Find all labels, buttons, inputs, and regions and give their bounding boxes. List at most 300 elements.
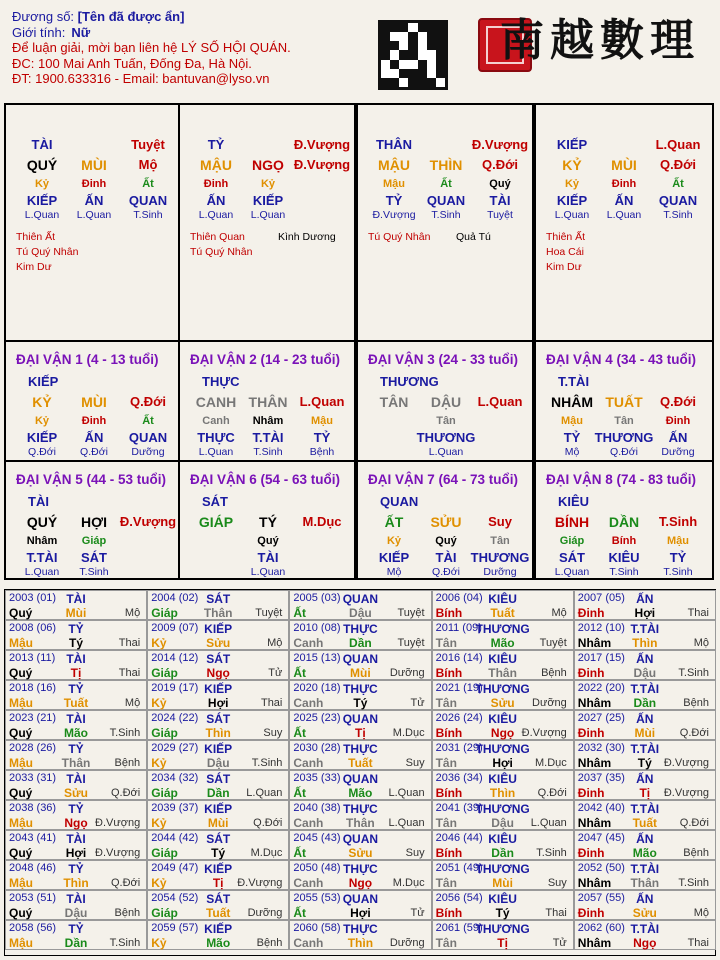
year-stem: Tân xyxy=(435,876,457,890)
year-stem: Ất xyxy=(293,906,307,920)
pillar-cell xyxy=(178,103,356,342)
year-ten-god: T.TÀI xyxy=(630,622,660,636)
year-stage: Tử xyxy=(552,937,567,949)
year-branch: Tý xyxy=(637,756,652,770)
year-ten-god: QUAN xyxy=(342,832,379,846)
year-label: 2008 (06) xyxy=(9,622,57,634)
year-label: 2009 (07) xyxy=(151,622,199,634)
year-cell[interactable] xyxy=(5,680,147,710)
year-cell[interactable] xyxy=(432,830,574,860)
owner-label: Đương số: xyxy=(12,9,75,24)
year-ten-god: TỶ xyxy=(68,742,84,756)
ten-god: QUAN xyxy=(426,193,466,208)
year-branch: Hợi xyxy=(492,756,513,770)
year-cell[interactable] xyxy=(289,710,431,740)
year-stage: Suy xyxy=(263,727,283,739)
pillar-top-label: THÂN xyxy=(375,137,413,152)
hidden-stem: Ất xyxy=(142,178,154,190)
year-label: 2027 (25) xyxy=(577,712,625,724)
year-stage: Suy xyxy=(405,847,425,859)
year-stage: Bệnh xyxy=(541,667,567,679)
year-cell[interactable] xyxy=(5,860,147,890)
dai-van-pillar: DẬU xyxy=(430,394,462,410)
year-stage: Thai xyxy=(687,937,709,949)
qr-module xyxy=(399,60,408,69)
year-cell[interactable] xyxy=(5,830,147,860)
year-cell[interactable] xyxy=(289,680,431,710)
year-stage: Mộ xyxy=(693,907,709,919)
year-ten-god: TỶ xyxy=(68,622,84,636)
year-cell[interactable] xyxy=(432,620,574,650)
year-cell[interactable] xyxy=(289,590,431,620)
year-stage: Dưỡng xyxy=(389,937,425,949)
dai-van-pillar: TÂN xyxy=(379,394,409,410)
year-ten-god: KIÊU xyxy=(488,772,517,786)
pillar-main: MẬU xyxy=(378,157,410,173)
year-stage: Đ.Vượng xyxy=(95,817,141,829)
dai-van-title: ĐẠI VẬN 2 (14 - 23 tuổi) xyxy=(190,352,341,367)
pillar-top-label: TÀI xyxy=(31,137,53,152)
qr-module xyxy=(381,60,390,69)
dai-van-pillar: CANH xyxy=(195,394,237,410)
qr-module xyxy=(390,78,399,87)
hidden-stem: Mậu xyxy=(667,535,689,547)
year-stem: Ất xyxy=(293,606,307,620)
year-cell[interactable] xyxy=(5,710,147,740)
hidden-stem: Mậu xyxy=(561,415,583,427)
year-branch: Sửu xyxy=(348,846,373,860)
year-cell[interactable] xyxy=(432,710,574,740)
year-stage: M.Dục xyxy=(250,847,283,859)
year-cell[interactable] xyxy=(289,920,431,950)
year-label: 2036 (34) xyxy=(435,772,483,784)
year-stem: Bính xyxy=(435,726,463,740)
ten-god: KIÊU xyxy=(608,550,640,565)
year-ten-god: KIẾP xyxy=(204,682,233,696)
hidden-stem: Nhâm xyxy=(252,415,284,427)
year-stem: Canh xyxy=(293,636,324,650)
year-stage: L.Quan xyxy=(388,787,425,799)
qr-module xyxy=(381,41,390,50)
dai-van-title: ĐẠI VẬN 5 (44 - 53 tuổi) xyxy=(16,472,167,487)
year-cell[interactable] xyxy=(147,800,289,830)
year-stage: T.Sinh xyxy=(251,757,283,769)
year-cell[interactable] xyxy=(289,800,431,830)
year-stage: Dưỡng xyxy=(247,907,283,919)
dai-van-pillar: GIÁP xyxy=(198,514,234,530)
year-stem: Giáp xyxy=(151,726,178,740)
year-branch: Tý xyxy=(495,906,510,920)
year-stage: M.Dục xyxy=(392,877,425,889)
year-stem: Nhâm xyxy=(577,636,612,650)
qr-module xyxy=(390,41,399,50)
year-branch: Dần xyxy=(633,696,657,710)
life-stage: T.Sinh xyxy=(609,566,639,578)
header-info xyxy=(12,9,291,87)
year-cell[interactable] xyxy=(574,770,716,800)
ten-god: TÀI xyxy=(489,193,511,208)
year-label: 2005 (03) xyxy=(293,592,341,604)
year-cell[interactable] xyxy=(5,770,147,800)
year-cell[interactable] xyxy=(289,860,431,890)
qr-module xyxy=(408,50,417,59)
dai-van-title: ĐẠI VẬN 3 (24 - 33 tuổi) xyxy=(368,352,519,367)
dai-van-god: T.TÀI xyxy=(558,374,590,389)
year-cell[interactable] xyxy=(5,920,147,950)
year-branch: Hợi xyxy=(350,906,371,920)
brand-title: 南越數理 xyxy=(500,15,700,66)
life-stage: T.Sinh xyxy=(663,566,693,578)
year-stem: Mậu xyxy=(9,876,33,890)
ten-god: ẤN xyxy=(668,430,688,445)
year-ten-god: THƯƠNG xyxy=(475,862,530,876)
life-stage: Mộ xyxy=(386,566,402,578)
qr-module xyxy=(390,32,399,41)
year-cell[interactable] xyxy=(5,590,147,620)
year-cell[interactable] xyxy=(147,650,289,680)
year-stem: Tân xyxy=(435,696,457,710)
qr-module xyxy=(381,23,390,32)
year-stem: Nhâm xyxy=(577,876,612,890)
year-cell[interactable] xyxy=(289,650,431,680)
year-stage: M.Dục xyxy=(392,727,425,739)
life-stage: L.Quan xyxy=(554,566,590,578)
year-branch: Thân xyxy=(346,816,375,830)
year-cell[interactable] xyxy=(147,860,289,890)
year-stage: Đ.Vượng xyxy=(663,787,709,799)
year-ten-god: SÁT xyxy=(206,772,231,786)
qr-module xyxy=(381,69,390,78)
qr-module xyxy=(427,23,436,32)
hidden-stem: Kỷ xyxy=(386,535,402,547)
hidden-stem: Bính xyxy=(611,535,637,547)
dai-van-god: KIẾP xyxy=(28,374,59,389)
gender-value: Nữ xyxy=(71,24,91,40)
year-branch: Ngọ xyxy=(64,816,88,830)
year-cell[interactable] xyxy=(574,830,716,860)
year-stem: Tân xyxy=(435,756,457,770)
dai-van-pillar: TUẤT xyxy=(605,394,643,410)
life-stage: T.Sinh xyxy=(431,209,461,221)
year-stem: Bính xyxy=(435,786,463,800)
year-label: 2010 (08) xyxy=(293,622,341,634)
year-ten-god: TỶ xyxy=(68,862,84,876)
year-ten-god: TỶ xyxy=(68,922,84,936)
ten-god: THƯƠNG xyxy=(416,430,476,445)
year-label: 2053 (51) xyxy=(9,892,57,904)
year-branch: Thân xyxy=(488,666,517,680)
year-cell[interactable] xyxy=(574,800,716,830)
year-ten-god: KIÊU xyxy=(488,712,517,726)
pillar-top-label: Đ.Vượng xyxy=(471,137,529,152)
year-cell[interactable] xyxy=(5,650,147,680)
year-stage: Thai xyxy=(118,667,141,679)
year-stem: Giáp xyxy=(151,846,178,860)
year-ten-god: T.TÀI xyxy=(630,682,660,696)
qr-module xyxy=(436,60,445,69)
year-branch: Dậu xyxy=(491,816,514,830)
year-stem: Giáp xyxy=(151,666,178,680)
ten-god: THƯƠNG xyxy=(594,430,654,445)
ten-god: ẤN xyxy=(84,430,104,445)
dai-van-cell xyxy=(534,460,714,580)
year-stem: Quý xyxy=(9,846,33,860)
year-label: 2025 (23) xyxy=(293,712,341,724)
qr-module xyxy=(381,78,390,87)
dai-van-pillar: DẦN xyxy=(608,514,640,530)
dai-van-god: THỰC xyxy=(202,374,240,389)
year-ten-god: TÀI xyxy=(66,592,86,606)
year-ten-god: THƯƠNG xyxy=(475,622,530,636)
life-stage: T.Sinh xyxy=(79,566,109,578)
year-cell[interactable] xyxy=(432,770,574,800)
year-cell[interactable] xyxy=(147,890,289,920)
year-branch: Dần xyxy=(349,636,372,650)
year-stage: Đ.Vượng xyxy=(237,877,283,889)
year-ten-god: THỰC xyxy=(343,682,378,696)
year-cell[interactable] xyxy=(289,830,431,860)
year-cell[interactable] xyxy=(147,590,289,620)
year-cell[interactable] xyxy=(574,710,716,740)
year-label: 2016 (14) xyxy=(435,652,483,664)
year-branch: Thìn xyxy=(632,636,658,650)
year-stem: Nhâm xyxy=(577,936,612,950)
year-stage: T.Sinh xyxy=(109,727,141,739)
year-label: 2046 (44) xyxy=(435,832,483,844)
year-cell[interactable] xyxy=(574,650,716,680)
year-cell[interactable] xyxy=(574,920,716,950)
year-cell[interactable] xyxy=(147,770,289,800)
year-ten-god: SÁT xyxy=(206,892,231,906)
dai-van-pillar: M.Dục xyxy=(302,514,342,529)
dai-van-pillar: ẤT xyxy=(384,514,404,530)
year-cell[interactable] xyxy=(574,860,716,890)
hidden-stem: Canh xyxy=(202,415,230,427)
hidden-stem: Nhâm xyxy=(26,535,58,547)
year-label: 2019 (17) xyxy=(151,682,199,694)
dai-van-god: SÁT xyxy=(202,494,228,509)
year-stem: Đinh xyxy=(577,786,605,800)
ten-god: TỶ xyxy=(669,550,687,565)
year-ten-god: ẤN xyxy=(636,592,654,606)
year-branch: Tị xyxy=(355,726,366,740)
year-stem: Canh xyxy=(293,876,324,890)
qr-module xyxy=(436,69,445,78)
year-stage: Dưỡng xyxy=(532,697,567,709)
dai-van-pillar: Q.Đới xyxy=(130,394,166,409)
year-stem: Mậu xyxy=(9,636,33,650)
dai-van-cell xyxy=(356,340,534,462)
year-cell[interactable] xyxy=(574,890,716,920)
year-stage: Bệnh xyxy=(683,847,709,859)
qr-module xyxy=(427,69,436,78)
year-branch: Thìn xyxy=(489,786,516,800)
year-ten-god: THỰC xyxy=(343,922,378,936)
year-ten-god: T.TÀI xyxy=(630,802,660,816)
year-cell[interactable] xyxy=(432,590,574,620)
year-cell[interactable] xyxy=(147,620,289,650)
year-stem: Đinh xyxy=(577,726,605,740)
pillar-main: QUÝ xyxy=(26,157,58,173)
year-branch: Tuất xyxy=(490,606,515,620)
year-cell[interactable] xyxy=(147,740,289,770)
year-cell[interactable] xyxy=(574,590,716,620)
year-stage: Đ.Vượng xyxy=(521,727,567,739)
year-ten-god: ẤN xyxy=(636,892,654,906)
year-cell[interactable] xyxy=(289,740,431,770)
year-cell[interactable] xyxy=(289,770,431,800)
star-label: Thiên Quan xyxy=(190,231,245,243)
year-cell[interactable] xyxy=(432,650,574,680)
hidden-stem: Kỷ xyxy=(34,415,50,427)
year-stem: Kỷ xyxy=(151,756,167,770)
pillar-main: Đ.Vượng xyxy=(293,157,351,172)
year-stage: Thai xyxy=(687,607,709,619)
year-stage: Thai xyxy=(545,907,567,919)
year-branch: Tị xyxy=(212,876,224,890)
year-stage: Tuyệt xyxy=(255,607,283,619)
year-stem: Mậu xyxy=(9,756,33,770)
year-cell[interactable] xyxy=(574,620,716,650)
year-stem: Nhâm xyxy=(577,696,612,710)
year-stage: Mộ xyxy=(124,607,141,619)
dai-van-title: ĐẠI VẬN 7 (64 - 73 tuổi) xyxy=(368,472,519,487)
hidden-stem: Tân xyxy=(490,535,510,547)
year-stem: Mậu xyxy=(9,696,33,710)
year-cell[interactable] xyxy=(5,800,147,830)
year-label: 2030 (28) xyxy=(293,742,341,754)
year-stem: Đinh xyxy=(577,846,605,860)
year-label: 2041 (39) xyxy=(435,802,483,814)
year-branch: Hợi xyxy=(634,606,656,620)
year-cell[interactable] xyxy=(432,920,574,950)
life-stage: Q.Đới xyxy=(80,446,108,458)
year-cell[interactable] xyxy=(5,740,147,770)
qr-module xyxy=(408,32,417,41)
year-branch: Mão xyxy=(348,786,373,800)
ten-god: THƯƠNG xyxy=(470,550,530,565)
year-stage: Q.Đới xyxy=(679,817,709,829)
year-label: 2024 (22) xyxy=(151,712,199,724)
year-cell[interactable] xyxy=(432,740,574,770)
ten-god: ẤN xyxy=(206,193,226,208)
year-cell[interactable] xyxy=(432,860,574,890)
year-label: 2049 (47) xyxy=(151,862,199,874)
qr-module xyxy=(418,32,427,41)
ten-god: T.TÀI xyxy=(26,550,58,565)
year-branch: Dậu xyxy=(64,906,88,920)
year-cell[interactable] xyxy=(432,890,574,920)
year-stem: Canh xyxy=(293,756,324,770)
year-cell[interactable] xyxy=(574,680,716,710)
dai-van-pillar: NHÂM xyxy=(551,394,593,410)
year-branch: Mùi xyxy=(207,816,229,830)
year-ten-god: THỰC xyxy=(343,742,378,756)
dai-van-pillar: L.Quan xyxy=(299,394,345,409)
year-cell[interactable] xyxy=(289,620,431,650)
year-cell[interactable] xyxy=(5,890,147,920)
qr-module xyxy=(408,60,417,69)
year-cell[interactable] xyxy=(147,710,289,740)
year-branch: Mão xyxy=(64,726,88,740)
life-stage: L.Quan xyxy=(250,566,286,578)
year-stage: Tử xyxy=(410,907,425,919)
qr-module xyxy=(418,23,427,32)
qr-module xyxy=(436,41,445,50)
year-branch: Dần xyxy=(64,936,88,950)
year-stem: Kỷ xyxy=(151,636,167,650)
year-label: 2026 (24) xyxy=(435,712,483,724)
dai-van-pillar: Suy xyxy=(488,514,512,529)
year-ten-god: ẤN xyxy=(636,712,654,726)
year-cell[interactable] xyxy=(432,800,574,830)
pillar-top-label: Đ.Vượng xyxy=(293,137,351,152)
qr-module xyxy=(408,41,417,50)
qr-module xyxy=(399,23,408,32)
year-cell[interactable] xyxy=(147,680,289,710)
year-stem: Kỷ xyxy=(151,936,167,950)
year-branch: Thìn xyxy=(347,936,374,950)
life-stage: Dưỡng xyxy=(483,566,517,578)
dai-van-cell xyxy=(4,340,180,462)
star-label: Thiên Ất xyxy=(16,231,56,243)
ten-god: QUAN xyxy=(658,193,698,208)
year-ten-god: THỰC xyxy=(343,862,378,876)
year-ten-god: T.TÀI xyxy=(630,922,660,936)
year-cell[interactable] xyxy=(147,920,289,950)
pillar-main: THÌN xyxy=(429,157,463,173)
year-branch: Tị xyxy=(497,936,508,950)
year-cell[interactable] xyxy=(147,830,289,860)
dai-van-cell xyxy=(178,460,356,580)
year-branch: Ngọ xyxy=(490,726,515,740)
year-cell[interactable] xyxy=(5,620,147,650)
year-ten-god: SÁT xyxy=(206,652,231,666)
year-stem: Quý xyxy=(9,726,33,740)
qr-module xyxy=(418,60,427,69)
year-cell[interactable] xyxy=(432,680,574,710)
qr-code-icon[interactable] xyxy=(378,20,448,90)
year-label: 2038 (36) xyxy=(9,802,57,814)
qr-module xyxy=(408,69,417,78)
year-label: 2039 (37) xyxy=(151,802,199,814)
year-branch: Dậu xyxy=(633,666,657,680)
ten-god: TÀI xyxy=(257,550,279,565)
year-stem: Ất xyxy=(293,726,307,740)
pillar-main: MẬU xyxy=(200,157,232,173)
year-branch: Tý xyxy=(211,846,226,860)
year-stage: Thai xyxy=(118,637,141,649)
year-stage: M.Dục xyxy=(535,757,567,769)
ten-god: KIẾP xyxy=(252,193,284,208)
year-label: 2032 (30) xyxy=(577,742,625,754)
year-stem: Đinh xyxy=(577,606,605,620)
year-ten-god: SÁT xyxy=(206,712,231,726)
year-stem: Tân xyxy=(435,816,457,830)
year-label: 2037 (35) xyxy=(577,772,625,784)
year-cell[interactable] xyxy=(289,890,431,920)
year-cell[interactable] xyxy=(574,740,716,770)
pillar-top-label: Tuyệt xyxy=(131,137,165,152)
year-stage: Suy xyxy=(547,877,567,889)
star-label: Tú Quý Nhân xyxy=(368,231,431,243)
year-label: 2047 (45) xyxy=(577,832,625,844)
qr-module xyxy=(390,50,399,59)
year-label: 2052 (50) xyxy=(577,862,625,874)
year-branch: Thìn xyxy=(63,876,89,890)
year-stem: Canh xyxy=(293,696,324,710)
year-stage: T.Sinh xyxy=(109,937,141,949)
